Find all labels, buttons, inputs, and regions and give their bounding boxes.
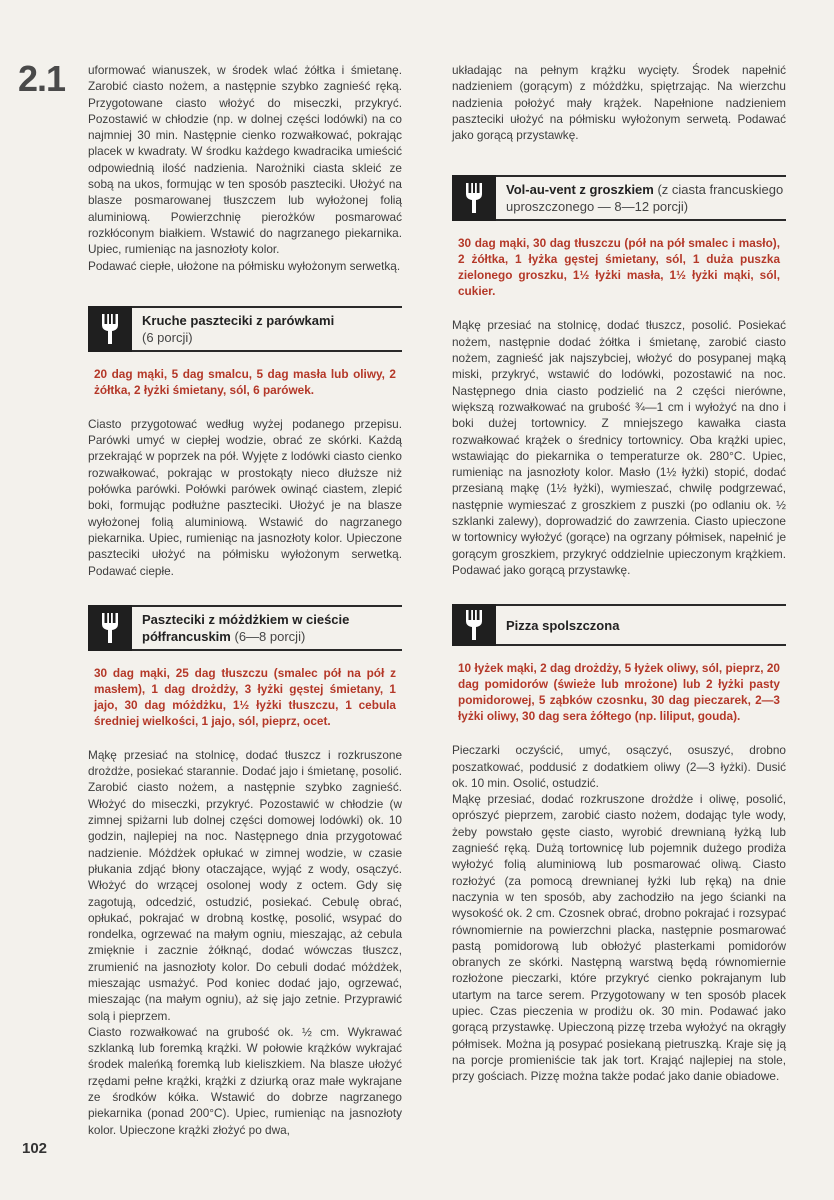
recipe-portions: (6 porcji) — [142, 329, 193, 345]
recipe-header — [88, 605, 402, 651]
fork-icon — [452, 175, 496, 221]
right-column — [452, 62, 786, 1084]
recipe-ingredients: 10 łyżek mąki, 2 dag drożdży, 5 łyżek oliwy, sól, pieprz, 20 dag pomidorów (świeże lub mrożone) lub 2 łyżki pasty pomidorowej, 5 ząbków czosnku, 30 dag pieczarek, 2—3 łyżki oliwy, 30 dag sera żółtego (np. liliput, gouda). — [458, 661, 780, 724]
recipe-title: Paszteciki z móżdżkiem w cieście półfrancuskim — [142, 611, 350, 644]
recipe-method: Mąkę przesiać na stolnicę, dodać tłuszcz, posolić. Posiekać nożem, następnie dodać żółtka i śmietanę, zarobić ciasto nożem, zagnieść jak najszybciej, włożyć do posypanej mąką miski, przykryć, wstawić do lodówki, pozostawić na noc. Następnego dnia ciasto podzielić na 2 części nierówne, większą rozwałkować na grubość ¾—1 cm i wyłożyć na dno i boki dużej tortownicy. Z mniejszego kawałka ciasta rozwałkować krążek o średnicy tortownicy. Oba krążki upiec, wstawiając do piekarnika o temperaturze ok. 280°C. Upiec, rumieniąc na jasnozłoty kolor. Masło (1½ łyżki) stopić, dodać przesianą mąkę (1½ łyżki), wymieszać, chwilę podgrzewać, następnie wymieszać z groszkiem z puszki (po odlaniu ok. ½ szklanki zalewy), doprowadzić do zawrzenia. Ciasto upieczone w tortownicy wyłożyć (gorące) na ogrzany półmisek, napełnić je gorącym groszkiem, przykryć oddzielnie upieczonym krążkiem. Podawać jako gorącą przystawkę. — [452, 318, 786, 577]
recipe-title: Pizza spolszczona — [506, 617, 620, 633]
recipe-title-box — [496, 175, 786, 221]
intro-paragraph: układając na pełnym krążku wycięty. Środek napełnić nadzieniem (gorącym) z móżdżku, spiętrzając. Na wierzchu nadzienia położyć mały krążek. Napełnione nadzieniem paszteciki ułożyć na półmisku wyłożonym serwetą. Podawać jako gorącą przystawkę. — [452, 63, 786, 143]
intro-paragraph: uformować wianuszek, w środek wlać żółtka i śmietanę. Zarobić ciasto nożem, a następnie szybko zagnieść ręką. Przygotowane ciasto włożyć do miseczki, przykryć. Pozostawić w chłodzie (np. w dolnej części lodówki) na co najmniej 30 min. Następnie cienko rozwałkować, pokrając placek w kwadraty. W środku każdego kwadracika umieścić odpowiednią ilość nadzienia. Narożniki ciasta skleić ze sobą na ukos, formując w ten sposób paszteciki. Ułożyć na blasze posmarowanej tłuszczem lub wyłożonej folią aluminiową. Powierzchnię pierożków posmarować rozkłóconym białkiem. Wstawić do nagrzanego piekarnika. Upiec, rumieniąc na jasnozłoty kolor. — [88, 63, 402, 257]
recipe-portions: (6—8 porcji) — [234, 628, 306, 644]
intro-paragraph-2: Podawać ciepłe, ułożone na półmisku wyłożonym serwetką. — [88, 258, 401, 273]
recipe-method: Ciasto przygotować według wyżej podanego przepisu. Parówki umyć w ciepłej wodzie, obrać ze skórki. Każdą przekrająć w poprzek na pół. Wyjęte z lodówki ciasto cienko rozwałkować, pokrając w prostokąty nieco dłuższe niż połówka parówki. Połówki parówek owinąć ciastem, zlepić boki, formując podłużne paszteciki. Ułożyć je na blasze wyłożonej folią aluminiową. Wstawić do nagrzanego piekarnika. Upiec, rumieniąc na jasnozłoty kolor. Upieczone paszteciki ułożyć na półmisku wyłożonym serwetką. Podawać ciepłe. — [88, 416, 402, 578]
recipe-ingredients: 20 dag mąki, 5 dag smalcu, 5 dag masła lub oliwy, 2 żółtka, 2 łyżki śmietany, sól, 6 parówek. — [94, 366, 396, 397]
recipe-portions: (z ciasta francuskiego uproszczonego — 8—12 porcji) — [506, 182, 784, 215]
fork-icon — [88, 306, 132, 352]
fork-icon — [452, 604, 496, 646]
recipe-title-box — [496, 604, 786, 646]
left-column — [88, 62, 402, 1138]
recipe-ingredients: 30 dag mąki, 25 dag tłuszczu (smalec pół na pół z masłem), 1 dag drożdży, 3 łyżki gęstej śmietany, 1 jajo, 30 dag móżdżku, 1½ łyżki tłuszczu, 1 cebula średniej wielkości, 1 jajo, sól, pieprz, ocet. — [94, 665, 396, 728]
fork-icon — [88, 605, 132, 651]
recipe-title: Vol-au-vent z groszkiem — [506, 182, 654, 198]
section-number: 2.1 — [18, 58, 66, 99]
page-number: 102 — [22, 1140, 48, 1157]
recipe-ingredients: 30 dag mąki, 30 dag tłuszczu (pół na pół smalec i masło), 2 żółtka, 1 łyżka gęstej śmietany, sól, 1 duża puszka zielonego groszku, 1½ łyżki masła, 1½ łyżki mąki, sól, cukier. — [458, 236, 780, 299]
recipe-method-2: Ciasto rozwałkować na grubość ok. ½ cm. Wykrawać szklanką lub foremką krążki. W połowie krążków wykrajać środek maleńką foremką lub kieliszkiem. Na blasze ułożyć rzędami pełne krążki, krążki z dziurką oraz małe wykrajane ze środków kółka. Wstawić do dobrze nagrzanego piekarnika (ponad 200°C). Upiec, rumieniąc na jasnozłoty kolor. Upieczone krążki złożyć po dwa, — [88, 1024, 402, 1137]
recipe-title: Kruche paszteciki z parówkami — [142, 312, 335, 328]
recipe-title-box — [132, 605, 402, 651]
recipe-header — [452, 604, 786, 646]
recipe-method-2: Mąkę przesiać, dodać rozkruszone drożdże i oliwę, posolić, oprószyć pieprzem, zarobić ciasto nożem, dodając tyle wody, żeby powstało gęste ciasto, wyrobić drewnianą łyżką lub zagnieść ręką. Dużą tortownicę lub pojemnik dużego prodiża wyłożyć folią aluminiową lub posmarować oliwą. Ciasto rozłożyć (za pomocą drewnianej łyżki lub ręką) na dnie naczynia w ten sposób, aby zachodziło na jego ścianki na wysokość ok. 2 cm. Czosnek obrać, drobno pokrajać i rozsypać równomiernie na powierzchni placka, następnie posmarować pastą pomidorową lub obłożyć plasterkami pomidorów obranych ze skórki. Następną warstwą będą równomiernie rozłożone pieczarki, które przykryć cienko pokrajanym lub utartym na tarce serem. Przygotowany w ten sposób placek upiec. Czas pieczenia w prodiżu ok. 30 min. Podawać jako gorącą przystawkę. Upieczoną pizzę trzeba wyłożyć na okrągły półmisek. Można ją posypać posiekaną pietruszką. Kraje się ją na porcje promieniście tak jak tort. Krająć najlepiej na stole, przy gościach. Pizzę można także podać jako danie obiadowe. — [452, 792, 786, 1084]
recipe-header — [88, 306, 402, 352]
recipe-title-box — [132, 306, 402, 352]
recipe-header — [452, 175, 786, 221]
recipe-method: Mąkę przesiać na stolnicę, dodać tłuszcz i rozkruszone drożdże, posiekać starannie. Dodać jajo i śmietanę, posolić. Zarobić ciasto nożem, a następnie szybko zagnieść. Włożyć do miseczki, przykryć. Pozostawić w chłodzie (w zimnej spiżarni lub dolnej części domowej lodówki) ok. 10 godzin, najlepiej na noc. Następnego dnia przygotować nadzienie. Móżdżek opłukać w zimnej wodzie, w czasie płukania zdjąć błony otaczające, wyjąć z wody, osączyć. Włożyć do wrzącej osolonej wody z octem. Gdy się zagotują, odcedzić, ostudzić, posiekać. Cebulę obrać, opłukać, pokrajać w drobną kostkę, posolić, wsypać do rondelka, ogrzewać na małym ogniu, mieszając, aż cebula zmięknie i zacznie żółknąć, dodać wówczas tłuszcz, zrumienić na jasnozłoty kolor. Do cebuli dodać móżdżek, mieszając usmażyć. Pod koniec dodać jajo, ogrzewać, mieszając (na małym ogniu), aż się jajo zetnie. Przyprawić solą i pieprzem. — [88, 747, 402, 1023]
recipe-method: Pieczarki oczyścić, umyć, osączyć, osuszyć, drobno poszatkować, poddusić z dodatkiem oliwy (2—3 łyżki). Dusić ok. 10 min. Osolić, ostudzić. — [452, 743, 786, 790]
